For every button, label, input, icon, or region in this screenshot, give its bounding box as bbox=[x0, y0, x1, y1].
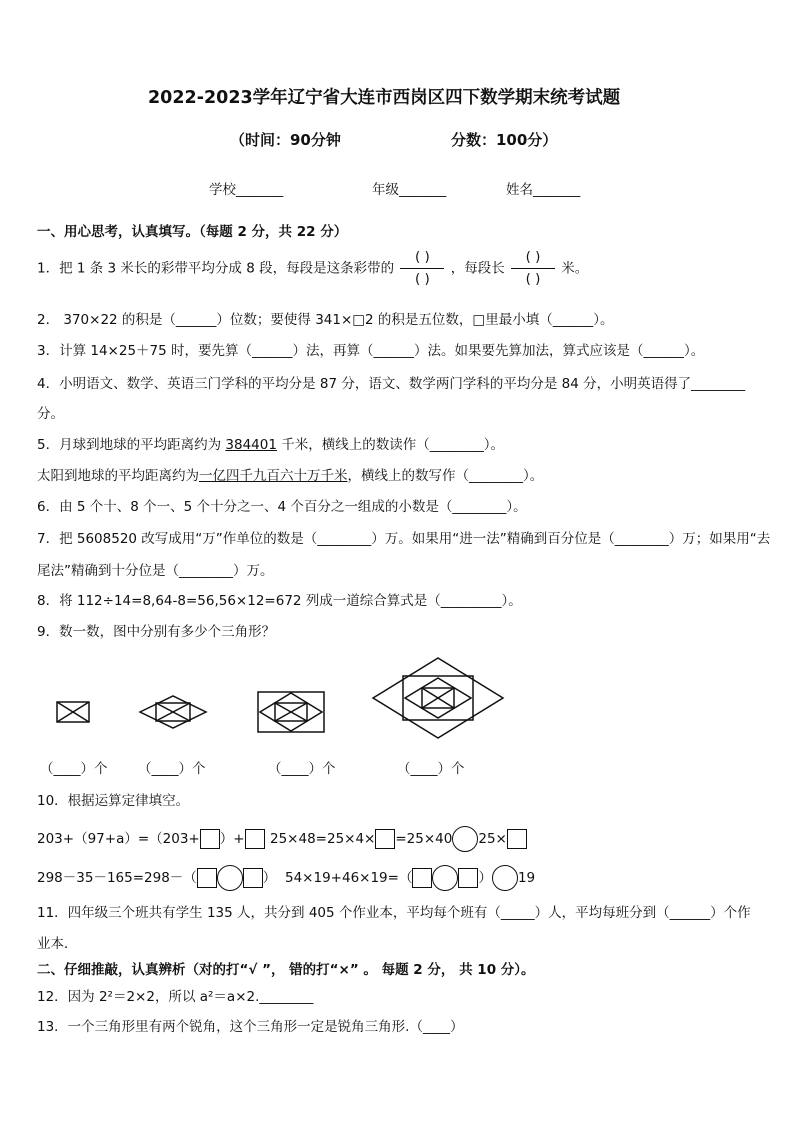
question-13: 13．一个三角形里有两个锐角，这个三角形一定是锐角三角形.（____） bbox=[37, 1019, 464, 1035]
question-11-line-1: 11．四年级三个班共有学生 135 人，共分到 405 个作业本，平均每个班有（_____）人，平均每班分到（______）个作 bbox=[37, 905, 751, 921]
triangle-figure-4 bbox=[371, 656, 505, 740]
section-2-heading: 二、仔细推敲，认真辨析（对的打“√ ”， 错的打“×” 。 每题 2 分， 共 10 分）。 bbox=[37, 962, 535, 978]
underlined-words: 一亿四千九百六十万千米 bbox=[199, 468, 348, 484]
question-3: 3．计算 14×25＋75 时，要先算（______）法，再算（______）法。如果要先算加法，算式应该是（______）。 bbox=[37, 343, 705, 359]
answer-box bbox=[243, 868, 263, 888]
triangle-figure-3 bbox=[256, 690, 326, 734]
question-5-line-2: 太阳到地球的平均距离约为一亿四千九百六十万千米，横线上的数写作（________）。 bbox=[37, 468, 544, 484]
answer-circle bbox=[217, 865, 243, 891]
page-title: 2022-2023学年辽宁省大连市西岗区四下数学期末统考试题 bbox=[148, 88, 621, 108]
question-11-line-2: 业本． bbox=[37, 936, 78, 952]
exam-score: 分数：100分） bbox=[451, 131, 558, 149]
answer-circle bbox=[492, 865, 518, 891]
question-7-line-2: 尾法”精确到十分位是（________）万。 bbox=[37, 563, 274, 579]
q9-answer-2: （____）个 bbox=[138, 761, 206, 777]
answer-box bbox=[507, 829, 527, 849]
answer-box bbox=[458, 868, 478, 888]
grade-field: 年级_______ bbox=[372, 182, 447, 198]
q1-text-c: 米。 bbox=[561, 260, 589, 277]
question-7-line-1: 7．把 5608520 改写成用“万”作单位的数是（________）万。如果用“进一法”精确到百分位是（________）万；如果用“去 bbox=[37, 531, 771, 547]
question-5-line-1: 5．月球到地球的平均距离约为 384401 千米，横线上的数读作（________）。 bbox=[37, 437, 504, 453]
question-2: 2． 370×22 的积是（______）位数；要使得 341×□2 的积是五位数，□里最小填（______）。 bbox=[37, 312, 614, 328]
question-12: 12．因为 2²＝2×2，所以 a²＝a×2.________ bbox=[37, 989, 314, 1005]
question-8: 8．将 112÷14=8,64-8=56,56×12=672 列成一道综合算式是（_________）。 bbox=[37, 593, 522, 609]
name-field: 姓名_______ bbox=[506, 182, 581, 198]
question-6: 6．由 5 个十、8 个一、5 个十分之一、4 个百分之一组成的小数是（________）。 bbox=[37, 499, 527, 515]
fraction-blank-1: $\frac{( )}{( )}$ bbox=[400, 248, 444, 289]
answer-box bbox=[412, 868, 432, 888]
answer-box bbox=[200, 829, 220, 849]
exam-time: （时间：90分钟 bbox=[230, 131, 341, 149]
q10-row-2-left: 298－35－165=298－（ ） bbox=[37, 865, 276, 891]
question-9: 9．数一数，图中分别有多少个三角形？ bbox=[37, 624, 276, 640]
section-1-heading: 一、用心思考，认真填写。（每题 2 分，共 22 分） bbox=[37, 224, 348, 240]
question-1 bbox=[37, 248, 588, 289]
question-10: 10．根据运算定律填空。 bbox=[37, 793, 190, 809]
q10-row-2-right: 54×19+46×19=（ ） 19 bbox=[285, 865, 535, 891]
answer-box bbox=[375, 829, 395, 849]
underlined-number: 384401 bbox=[225, 437, 277, 453]
answer-box bbox=[197, 868, 217, 888]
q1-text-b: ，每段长 bbox=[450, 260, 505, 277]
q9-answer-4: （____）个 bbox=[397, 761, 465, 777]
triangle-figure-2 bbox=[138, 694, 208, 730]
answer-box bbox=[245, 829, 265, 849]
answer-circle bbox=[432, 865, 458, 891]
q9-answer-1: （____）个 bbox=[40, 761, 108, 777]
question-4-line-1: 4．小明语文、数学、英语三门学科的平均分是 87 分，语文、数学两门学科的平均分是 84 分，小明英语得了________ bbox=[37, 376, 746, 392]
question-4-line-2: 分。 bbox=[37, 406, 64, 422]
q9-answer-3: （____）个 bbox=[268, 761, 336, 777]
q1-text-a: 1．把 1 条 3 米长的彩带平均分成 8 段，每段是这条彩带的 bbox=[37, 260, 395, 277]
q10-row-1-right: 25×48=25×4× =25×40 25× bbox=[270, 826, 527, 852]
school-field: 学校_______ bbox=[209, 182, 284, 198]
fraction-blank-2: $\frac{( )}{( )}$ bbox=[511, 248, 555, 289]
answer-circle bbox=[452, 826, 478, 852]
q10-row-1-left: 203+（97+a）=（203+ ）+ bbox=[37, 826, 265, 852]
triangle-figure-1 bbox=[56, 700, 90, 726]
